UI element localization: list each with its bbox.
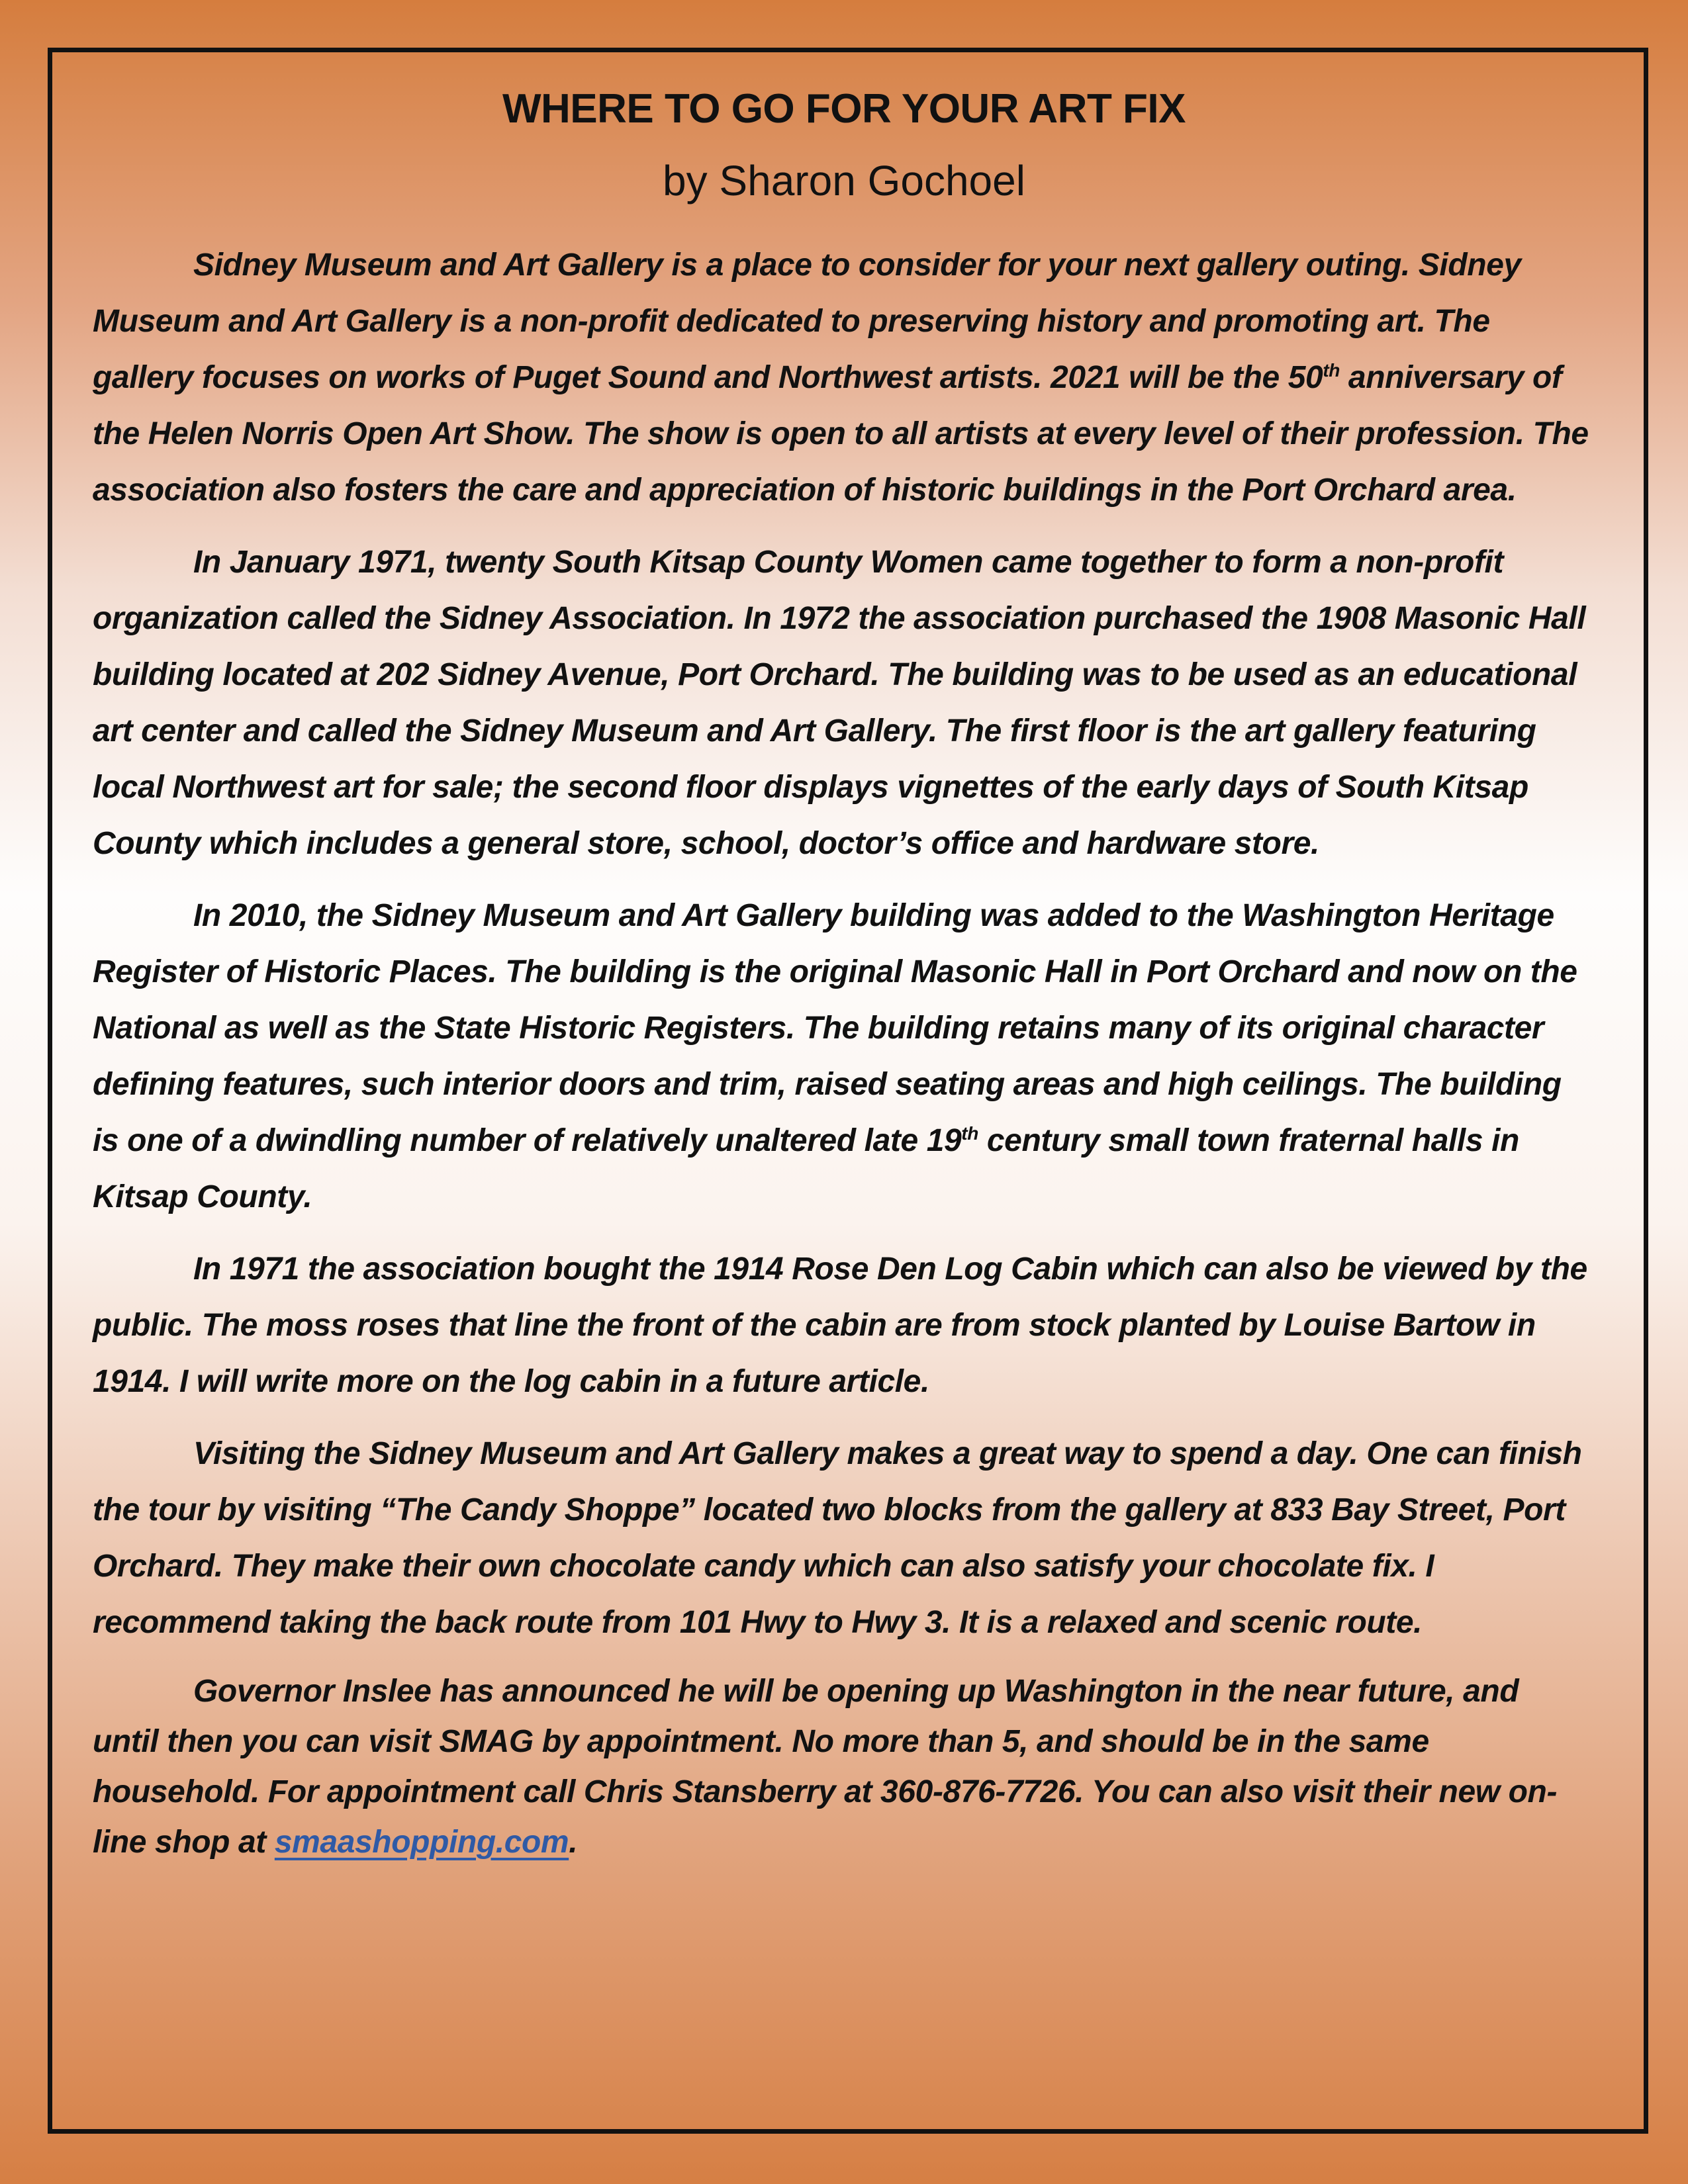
paragraph-4: In 1971 the association bought the 1914 Rose Den Log Cabin which can also be viewed by the public. The moss roses that line the front of the cabin are from stock planted by Louise Bartow in 1914. I will write more on the log cabin in a future article.	[93, 1251, 1587, 1399]
article-body	[93, 237, 1592, 1884]
shop-link[interactable]: smaashopping.com	[274, 1825, 569, 1860]
paragraph-6	[93, 1666, 1592, 1868]
paragraph-6-text-b: .	[569, 1825, 578, 1860]
paragraph-1	[93, 237, 1592, 518]
paragraph-6-text-a: Governor Inslee has announced he will be opening up Washington in the near future, and until then you can visit SMAG by appointment. No more than 5, and should be in the same household. For appointment call Chris Stansberry at 360-876-7726. You can also visit their new on-line shop at	[93, 1674, 1558, 1860]
paragraph-1-text-b: anniversary of the Helen Norris Open Art Show. The show is open to all artists at every level of their profession. The association also fosters the care and appreciation of historic buildings in the Port Orchard area.	[93, 360, 1589, 508]
article-title: WHERE TO GO FOR YOUR ART FIX	[502, 86, 1186, 132]
paragraph-3-text-a: In 2010, the Sidney Museum and Art Gallery building was added to the Washington Heritage Register of Historic Places. The building is the original Masonic Hall in Port Orchard and now on the National as well as the State Historic Registers. The building retains many of its original character defining features, such interior doors and trim, raised seating areas and high ceilings. The building is one of a dwindling number of relatively unaltered late 19	[93, 898, 1577, 1158]
paragraph-1-text-a: Sidney Museum and Art Gallery is a place to consider for your next gallery outing. Sidney Museum and Art Gallery is a non-profit dedicated to preserving history and promoting art. The gallery focuses on works of Puget Sound and Northwest artists. 2021 will be the 50	[93, 248, 1521, 395]
paragraph-5: Visiting the Sidney Museum and Art Gallery makes a great way to spend a day. One can finish the tour by visiting “The Candy Shoppe” located two blocks from the gallery at 833 Bay Street, Port Orchard. They make their own chocolate candy which can also satisfy your chocolate fix. I recommend taking the back route from 101 Hwy to Hwy 3. It is a relaxed and scenic route.	[93, 1436, 1582, 1640]
paragraph-3-text-b: century small town fraternal halls in Kitsap County.	[93, 1123, 1519, 1214]
ordinal-superscript: th	[961, 1123, 978, 1144]
paragraph-3	[93, 887, 1592, 1225]
article-byline: by Sharon Gochoel	[663, 157, 1025, 205]
ordinal-superscript: th	[1323, 360, 1340, 381]
paragraph-2: In January 1971, twenty South Kitsap County Women came together to form a non-profit organization called the Sidney Association. In 1972 the association purchased the 1908 Masonic Hall building located at 202 Sidney Avenue, Port Orchard. The building was to be used as an educational art center and called the Sidney Museum and Art Gallery. The first floor is the art gallery featuring local Northwest art for sale; the second floor displays vignettes of the early days of South Kitsap County which includes a general store, school, doctor’s office and hardware store.	[93, 545, 1586, 861]
